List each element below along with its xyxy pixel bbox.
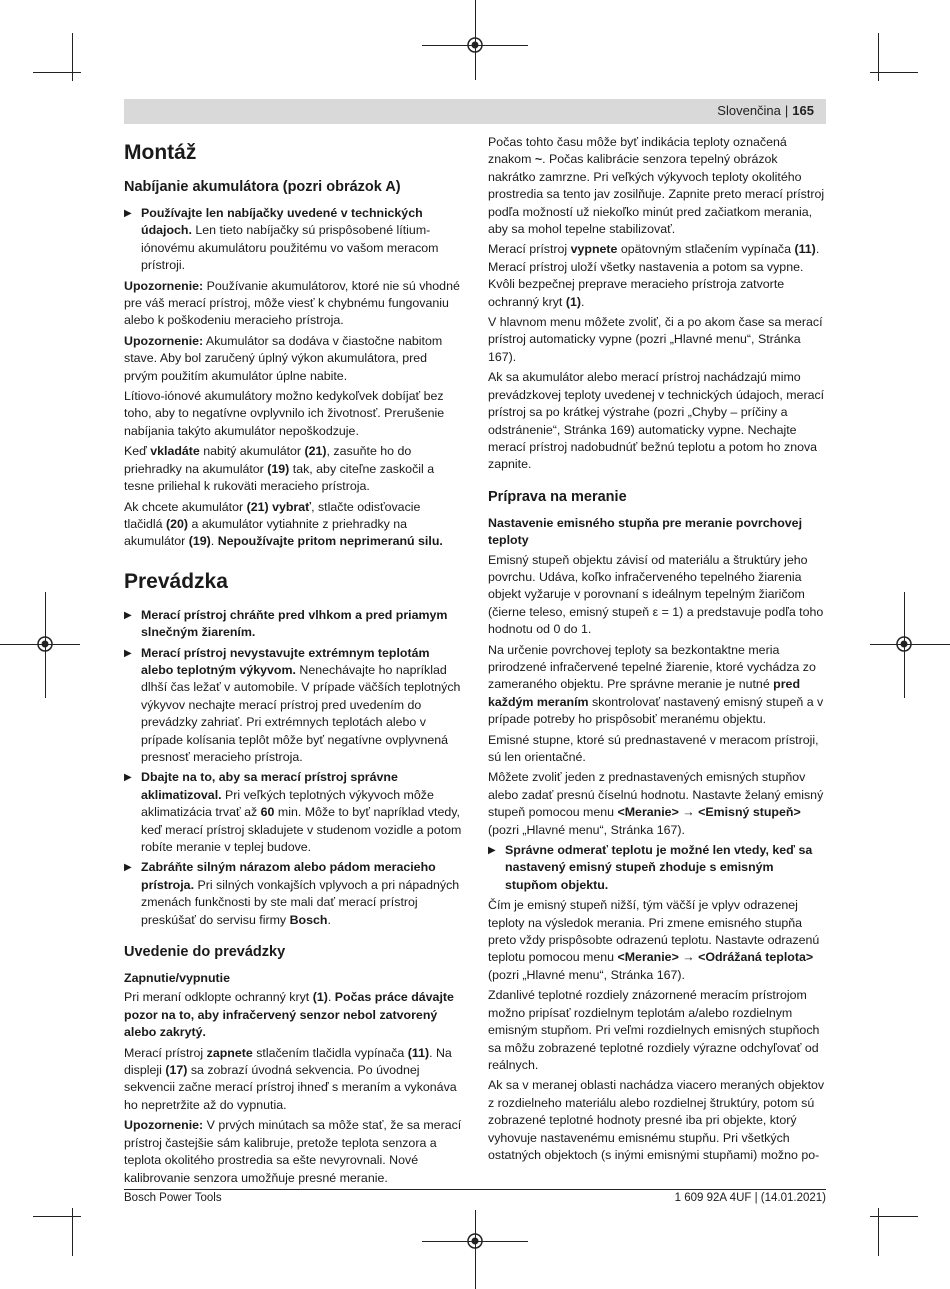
bullet-extreme-temps: ▶ Merací prístroj nevystavujte extrémnym teplotám alebo teplotným výkyvom. Nenechávajte ho napríklad dlhší čas ležať v automobile. V prípade väčších teplotných výkyvov nechajte merací prístroj pred uvedením do prevádzky zahriať. Pri extrémnych teplotách alebo v prípade kolísania teplôt môže byť negatívne ovplyvnená presnosť meracieho prístroja. — [124, 645, 461, 764]
bullet-acclimatize: ▶ Dbajte na to, aby sa merací prístroj správne aklimatizoval. Pri veľkých teplotných výkyvoch môže aklimatizácia trvať až 60 min. Môže to byť napríklad vtedy, keď merací prístroj skladujete v studenom vozidle a potom robíte meranie v teplej budove. — [124, 770, 462, 854]
bullet-arrow-icon: ▶ — [124, 609, 132, 621]
registration-mark-icon — [466, 1232, 484, 1250]
section-title-montaz: Montáž — [124, 141, 197, 164]
section-title-prevadzka: Prevádzka — [124, 569, 228, 593]
footer-rule — [124, 1189, 826, 1190]
right-column — [488, 134, 826, 1167]
bullet-arrow-icon: ▶ — [124, 208, 132, 219]
page-number: 165 — [792, 103, 814, 118]
bullet-moisture: ▶ Merací prístroj chráňte pred vlhkom a pred priamym slnečným žiarením. — [124, 607, 448, 640]
para-liion: Lítiovo-iónové akumulátory možno kedykoľvek dobíjať bez toho, aby to negatívne ovplyvnilo ich životnosť. Prerušenie nabíjania takýto akumulátor nepoškodzuje. — [124, 389, 445, 438]
subheading-emissivity: Nastavenie emisného stupňa pre meranie povrchovej teploty — [488, 515, 803, 548]
para-multiple-objects: Ak sa v meranej oblasti nachádza viacero meraných objektov z rozdielneho materiálu alebo rozdielnej štruktúry, potom sú zobrazené teplotné hodnoty presné iba pri objekte, ktorý vyhovuje nastavenému emisnému stupňu. Pri všetkých ostatných objektoch (s inými emisnými stupňami) možno po- — [488, 1078, 825, 1162]
para-calibration-indicator: Počas tohto času môže byť indikácia teploty označená znakom ~. Počas kalibrácie senzora tepelný obrázok nakrátko zamrzne. Pri veľkých výkyvoch teploty okolitého prostredia sa tento jav zosilňuje. Zapnite preto merací prístroj podľa možností už niekoľko minút pred začiatkom merania, aby sa mohol tepelne stabilizovať. — [488, 135, 825, 237]
para-remove-battery: Ak chcete akumulátor (21) vybrať, stlačte odisťovacie tlačidlá (20) a akumulátor vytiahnite z priehradky na akumulátor (19). Nepoužívajte pritom neprimeranú silu. — [124, 499, 443, 549]
para-insert-battery: Keď vkladáte nabitý akumulátor (21), zasuňte ho do priehradky na akumulátor (19) tak, aby citeľne zaskočil a tesne priliehal k rukoväti meracieho prístroja. — [124, 444, 435, 494]
bullet-chargers: ▶ Používajte len nabíjačky uvedené v technických údajoch. Len tieto nabíjačky sú prispôsobené lítium-iónovému akumulátoru použitému vo vašom meracom prístroji. — [124, 206, 439, 273]
heading-charging: Nabíjanie akumulátora (pozri obrázok A) — [124, 179, 401, 195]
bullet-arrow-icon: ▶ — [124, 647, 132, 659]
note-unsuitable-batteries: Upozornenie: Používanie akumulátorov, ktoré nie sú vhodné pre váš merací prístroj, môže viesť k chybnému fungovaniu alebo k poškodeniu meracieho prístroja. — [124, 278, 460, 328]
para-apparent-differences: Zdanlivé teplotné rozdiely znázornené meracím prístrojom možno pripísať rozdielnym teplotám a/alebo rozdielnym emisným stupňom. Pri veľmi rozdielnych emisných stupňoch sa môžu zobrazené teplotné rozdiely výrazne odchyľovať od reálnych. — [488, 988, 820, 1072]
note-calibration: Upozornenie: V prvých minútach sa môže stať, že sa merací prístroj častejšie sám kalibruje, pretože teplota senzora a teplota okolitého prostredia sa ešte nevyrovnali. Nové kalibrovanie senzora umožňuje presné meranie. — [124, 1118, 462, 1185]
crop-mark — [33, 1216, 81, 1217]
heading-startup: Uvedenie do prevádzky — [124, 944, 286, 961]
registration-mark-icon — [895, 635, 913, 653]
header-language: Slovenčina — [717, 103, 781, 118]
header-separator: | — [784, 103, 789, 118]
crop-mark — [870, 1216, 918, 1217]
crop-mark — [870, 72, 918, 73]
para-select-emissivity: Môžete zvoliť jeden z prednastavených emisných stupňov alebo zadať presnú číselnú hodnotu. Nastavte želaný emisný stupeň pomocou menu <Meranie> → <Emisný stupeň> (pozri „Hlavné menu“, Stránka 167). — [488, 770, 824, 837]
page-header — [717, 103, 814, 118]
bullet-arrow-icon: ▶ — [488, 845, 496, 857]
para-surface-temperature: Na určenie povrchovej teploty sa bezkontaktne meria prirodzené infračervené tepelné žiarenie, ktoré vychádza zo zameraného objektu. Pre správne meranie je nutné pred každým meraním skontrolovať nastavený emisný stupeň a v prípade potreby ho prispôsobiť meranému objektu. — [488, 642, 824, 727]
footer-publisher: Bosch Power Tools — [124, 1192, 222, 1204]
bullet-impacts: ▶ Zabráňte silným nárazom alebo pádom meracieho prístroja. Pri silných vonkajších vplyvoch a pri nápadných zmenách funkčnosti by ste mali dať merací prístroj preskúšať do servisu firmy Bosch. — [124, 860, 460, 927]
note-partial-charge: Upozornenie: Akumulátor sa dodáva v čiastočne nabitom stave. Aby bol zaručený úplný výkon akumulátora, pred prvým použitím akumulátor úplne nabite. — [124, 333, 443, 383]
crop-mark — [878, 33, 879, 81]
heading-preparation: Príprava na meranie — [488, 488, 627, 505]
para-temperature-range: Ak sa akumulátor alebo merací prístroj nachádzajú mimo prevádzkovej teploty uvedenej v technických údajoch, merací prístroj sa po krátkej výstrahe (pozri „Chyby – príčiny a odstránenie“, Stránka 169) automaticky vypne. Nechajte merací prístroj nadobudnúť bežnú teplotu a potom ho znova zapnite. — [488, 370, 825, 472]
para-auto-off: V hlavnom menu môžete zvoliť, či a po akom čase sa merací prístroj automaticky vypne (pozri „Hlavné menu“, Stránka 167). — [488, 315, 823, 364]
para-preset-emissivity: Emisné stupne, ktoré sú prednastavené v meracom prístroji, sú len orientačné. — [488, 732, 819, 764]
crop-mark — [72, 33, 73, 81]
bullet-correct-measurement: ▶ Správne odmerať teplotu je možné len vtedy, keď sa nastavený emisný stupeň zhoduje s emisným stupňom objektu. — [488, 843, 813, 892]
bullet-arrow-icon: ▶ — [124, 772, 132, 784]
bullet-arrow-icon: ▶ — [124, 862, 132, 874]
registration-mark-icon — [36, 635, 54, 653]
subheading-onoff: Zapnutie/vypnutie — [124, 971, 231, 986]
left-column — [124, 134, 462, 1190]
crop-mark — [33, 72, 81, 73]
para-emissivity-definition: Emisný stupeň objektu závisí od materiálu a štruktúry jeho povrchu. Udáva, koľko infračerveného tepelného žiarenia objekt vyžaruje v porovnaní s ideálnym tepelným žiaričom (čierne teleso, emisný stupeň ε = 1) a predstavuje podľa toho hodnotu od 0 do 1. — [488, 552, 824, 637]
footer-doc-number: 1 609 92A 4UF | (14.01.2021) — [674, 1192, 826, 1204]
para-switch-off: Merací prístroj vypnete opätovným stlačením vypínača (11). Merací prístroj uloží všetky nastavenia a potom sa vypne. Kvôli bezpečnej preprave meracieho prístroja zatvorte ochranný kryt (1). — [488, 242, 820, 309]
para-open-cover: Pri meraní odklopte ochranný kryt (1). Počas práce dávajte pozor na to, aby infračervený senzor nebol zatvorený alebo zakrytý. — [124, 990, 454, 1040]
para-reflected-temperature: Čím je emisný stupeň nižší, tým väčší je vplyv odrazenej teploty na výsledok merania. Pri zmene emisného stupňa preto vždy prispôsobte odrazenú teplotu. Nastavte odrazenú teplotu pomocou menu <Meranie> → <Odrážaná teplota> (pozri „Hlavné menu“, Stránka 167). — [488, 898, 820, 982]
registration-mark-icon — [466, 36, 484, 54]
para-switch-on: Merací prístroj zapnete stlačením tlačidla vypínača (11). Na displeji (17) sa zobrazí úvodná sekvencia. Po úvodnej sekvencii začne merací prístroj ihneď s meraním a vykonáva ho nepretržite až do vypnutia. — [124, 1045, 457, 1112]
